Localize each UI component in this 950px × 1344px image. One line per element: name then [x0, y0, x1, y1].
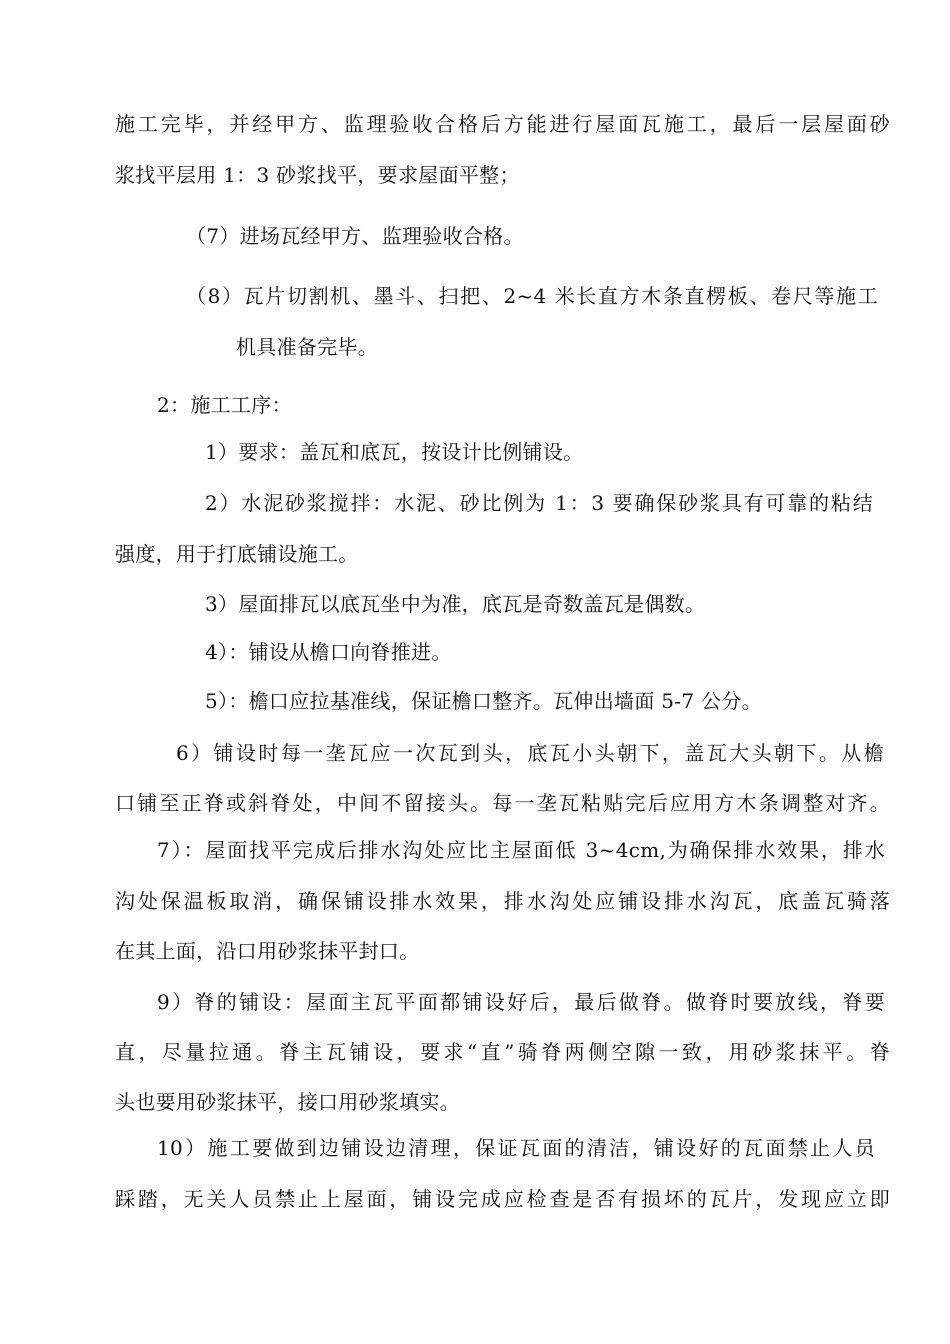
- text-line: 3）屋面排瓦以底瓦坐中为准，底瓦是奇数盖瓦是偶数。: [205, 592, 706, 616]
- text-line: 强度，用于打底铺设施工。: [115, 542, 359, 566]
- text-line: 5）：檐口应拉基准线，保证檐口整齐。瓦伸出墙面 5-7 公分。: [205, 689, 762, 713]
- text-line: 6）铺设时每一垄瓦应一次瓦到头，底瓦小头朝下，盖瓦大头朝下。从檐: [176, 741, 884, 765]
- text-line: 施工完毕，并经甲方、监理验收合格后方能进行屋面瓦施工，最后一层屋面砂: [115, 112, 890, 136]
- text-line: 浆找平层用 1：3 砂浆找平，要求屋面平整；: [115, 163, 520, 187]
- text-line: 4）：铺设从檐口向脊推进。: [205, 640, 452, 664]
- text-line: 7）：屋面找平完成后排水沟处应比主屋面低 3~4cm,为确保排水效果，排水: [157, 838, 885, 862]
- text-line: 在其上面，沿口用砂浆抹平封口。: [115, 939, 420, 963]
- text-line: 头也要用砂浆抹平，接口用砂浆填实。: [115, 1090, 461, 1114]
- text-line: 10）施工要做到边铺设边清理，保证瓦面的清洁，铺设好的瓦面禁止人员: [157, 1136, 875, 1160]
- text-line: 机具准备完毕。: [236, 335, 379, 359]
- text-line: 沟处保温板取消，确保铺设排水效果，排水沟处应铺设排水沟瓦，底盖瓦骑落: [115, 889, 890, 913]
- text-line: （8）瓦片切割机、墨斗、扫把、2~4 米长直方木条直楞板、卷尺等施工: [186, 284, 878, 308]
- text-line: 1）要求：盖瓦和底瓦，按设计比例铺设。: [205, 440, 584, 464]
- text-line: 9）脊的铺设：屋面主瓦平面都铺设好后，最后做脊。做脊时要放线，脊要: [157, 990, 885, 1014]
- text-line: 口铺至正脊或斜脊处，中间不留接头。每一垄瓦粘贴完后应用方木条调整对齐。: [115, 791, 890, 815]
- text-line: 踩踏，无关人员禁止上屋面，铺设完成应检查是否有损坏的瓦片，发现应立即: [115, 1187, 890, 1211]
- text-line: 2）水泥砂浆搅拌：水泥、砂比例为 1：3 要确保砂浆具有可靠的粘结: [205, 491, 873, 515]
- section-heading: 2：施工工序：: [157, 393, 292, 417]
- text-line: （7）进场瓦经甲方、监理验收合格。: [186, 224, 524, 248]
- text-line: 直，尽量拉通。脊主瓦铺设，要求“直”骑脊两侧空隙一致，用砂浆抹平。脊: [115, 1040, 890, 1064]
